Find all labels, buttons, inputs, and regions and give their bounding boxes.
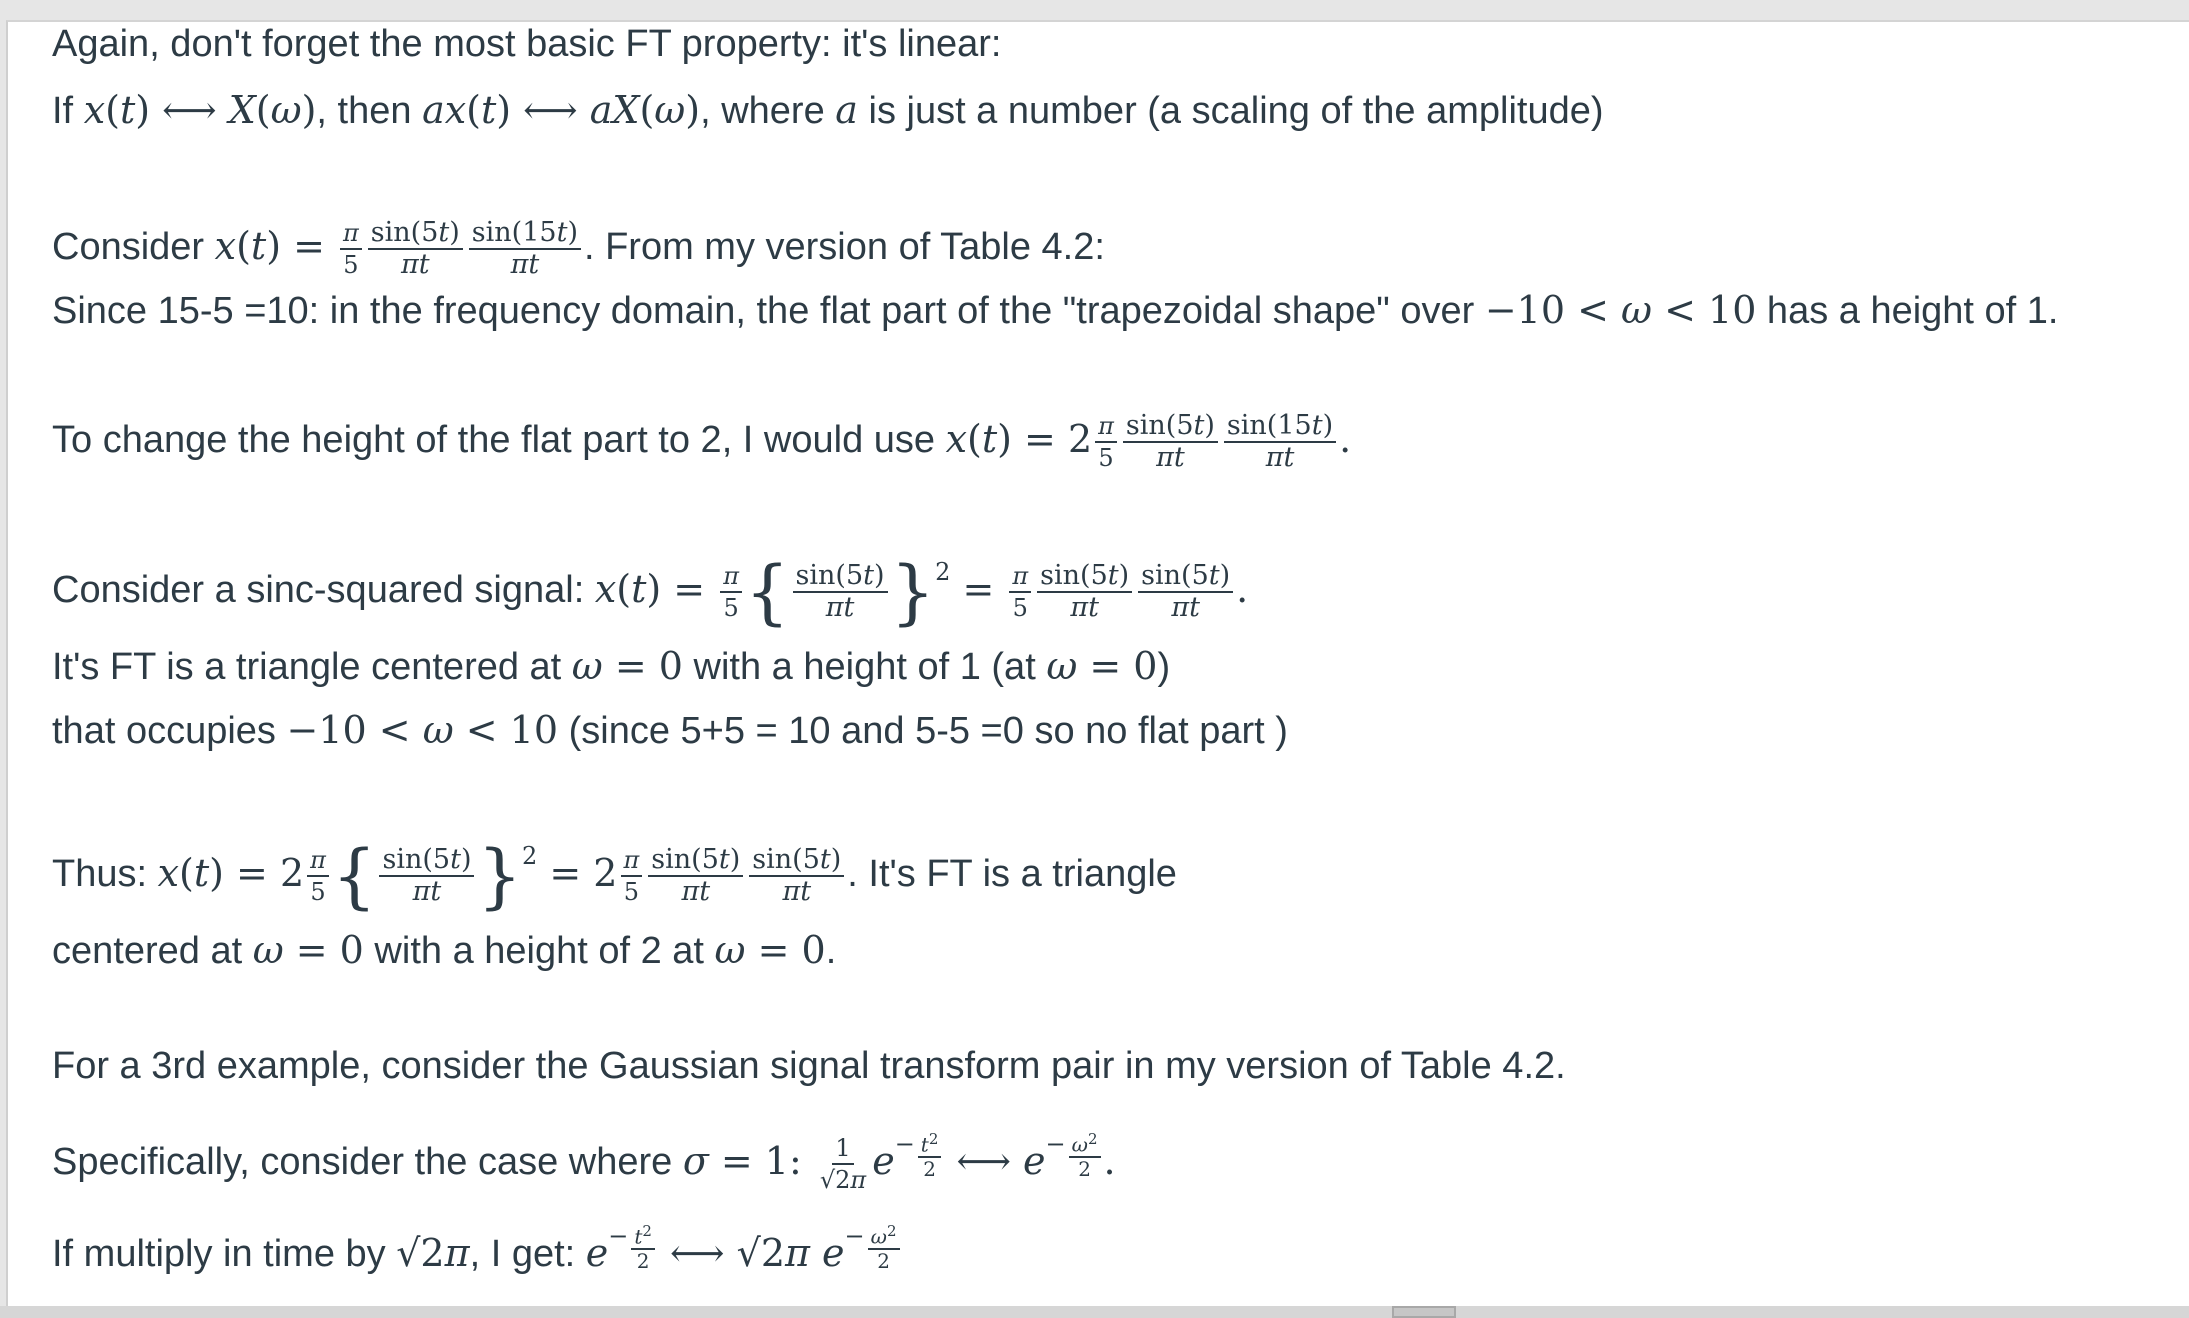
text-line-1: [52, 22, 1001, 66]
close-paren-text: ): [1157, 646, 1171, 688]
thus-text: Thus:: [52, 853, 158, 895]
centered-text: centered at: [52, 930, 253, 972]
scaling-text: is just a number (a scaling of the amplitude): [857, 90, 1604, 132]
since-text: Since 15-5 =10: in the frequency domain, the flat part of the "trapezoidal shape" over: [52, 290, 1485, 332]
period-text: .: [825, 930, 837, 972]
get-text: , I get:: [469, 1233, 586, 1275]
no-flat-text: (since 5+5 = 10 and 5-5 =0 so no flat part ): [558, 710, 1288, 752]
text-line-13: If multiply in time by √2π, I get: e− $\frac{t^2}{2}$ ⟷ √2π e− $\frac{\omega^2}{2}$: [52, 1214, 903, 1276]
change-height-text: To change the height of the flat part to 2, I would use: [52, 419, 946, 462]
text-line-9: Thus: x(t) = 2 $\frac{\pi}{5}$ { $\frac{\sin(5t)}{\pi t}$ }$^2$ = 2 $\frac{\pi}{5}$ $\frac{\sin(5t)}{\pi t}$ $\frac{\sin(5t)}{\pi t}$ . It's FT is a triangle: [52, 834, 1177, 917]
triangle-text: It's FT is a triangle centered at: [52, 646, 572, 688]
text-line-7: It's FT is a triangle centered at ω = 0 with a height of 1 (at ω = 0): [52, 644, 1171, 688]
scrollbar-thumb[interactable]: [1392, 1306, 1456, 1318]
text-line-10: centered at ω = 0 with a height of 2 at ω = 0.: [52, 928, 837, 972]
height-text: has a height of 1.: [1756, 290, 2059, 332]
fraction-pi-over-5: $\frac{\pi}{5}$: [340, 218, 362, 280]
text-line-5: To change the height of the flat part to 2, I would use x(t) = 2 $\frac{\pi}{5}$ $\frac{\sin(5t)}{\pi t}$ $\frac{\sin(15t)}{\pi t}$ .: [52, 410, 1352, 473]
multiply-text: If multiply in time by: [52, 1233, 397, 1275]
if-text: If: [52, 90, 84, 132]
sinc-squared-text: Consider a sinc-squared signal:: [52, 569, 595, 611]
horizontal-scrollbar-track[interactable]: [0, 1306, 2189, 1318]
text-line-8: that occupies −10 < ω < 10 (since 5+5 = 10 and 5-5 =0 so no flat part ): [52, 708, 1288, 752]
text-line-12: Specifically, consider the case where σ = 1: $\frac{1}{√2\pi}$ e− $\frac{t^2}{2}$ ⟷ e− $\frac{\omega^2}{2}$ .: [52, 1130, 1116, 1194]
height-two-text: with a height of 2 at: [363, 930, 715, 972]
table-ref-text: . From my version of Table 4.2:: [583, 226, 1105, 269]
occupies-text: that occupies: [52, 710, 287, 752]
math-Xw: X: [228, 88, 256, 132]
consider-text: Consider: [52, 226, 215, 269]
text-line-3: Consider x(t) = $\frac{\pi}{5}$ $\frac{\sin(5t)}{\pi t}$ $\frac{\sin(15t)}{\pi t}$ . From my version of Table 4.2:: [52, 217, 1105, 280]
fraction-sin15t: $\frac{\sin(15t)}{\pi t}$: [469, 218, 581, 280]
fraction-sin5t: $\frac{\sin(5t)}{\pi t}$: [368, 218, 463, 280]
text-line-11: [52, 1044, 1566, 1088]
sigma-text: Specifically, consider the case where: [52, 1141, 683, 1183]
then-text: , then: [316, 90, 423, 132]
gaussian-intro: For a 3rd example, consider the Gaussian signal transform pair in my version of Table 4.2.: [52, 1045, 1566, 1087]
math-aXw: aX: [589, 88, 640, 132]
content-panel: [6, 20, 2189, 1308]
height-one-text: with a height of 1 (at: [682, 646, 1047, 688]
linearity-intro: Again, don't forget the most basic FT property: it's linear:: [52, 23, 1002, 65]
text-line-6: Consider a sinc-squared signal: x(t) = $\frac{\pi}{5}$ { $\frac{\sin(5t)}{\pi t}$ }$^2$ = $\frac{\pi}{5}$ $\frac{\sin(5t)}{\pi t}$ $\frac{\sin(5t)}{\pi t}$ .: [52, 550, 1249, 633]
text-line-2: If x(t) ⟷ X(ω), then ax(t) ⟷ aX(ω), where a is just a number (a scaling of the amplitude): [52, 88, 1604, 132]
triangle-text-2: . It's FT is a triangle: [847, 853, 1177, 895]
where-text: , where: [700, 90, 836, 132]
math-axt: ax: [422, 88, 467, 132]
text-line-4: Since 15-5 =10: in the frequency domain, the flat part of the "trapezoidal shape" over −10 < ω < 10 has a height of 1.: [52, 288, 2059, 332]
math-xt: x: [83, 88, 106, 132]
